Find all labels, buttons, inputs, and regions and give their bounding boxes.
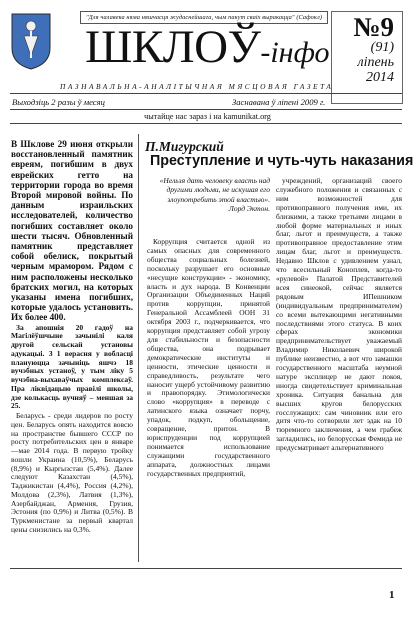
article-col1-text: Коррупция считается одной из самых опасных для современного общества социальных болезней, поскольку разрушает его основные «несущие конструкции» - экономику, власть и дух народа. В Конвенции Организации Объединенных Наций против коррупции, принятой Генеральной Ассамблеей ООН 31 октября 2003 г., подчеркивается, что коррупция представляет собой угрозу для стабильности и безопасности общества, она подрывает демократические институты и ценности, этические ценности и справедливость, результате чего наносит ущерб устойчивому развитию и правопорядку. Этимологически слово «коррупция» в переводе с латинского языка означает порчу, упадок, подкуп, обольщение, совращение, притон. В юриспруденции под коррупцией понимается использование служащими государственного аппарата, должностных лицами государственных предприятий, xyxy=(147,238,270,478)
left-lead-paragraph: В Шклове 29 июня открыли восстановленный памятник евреям, погибшим в двух еврейских гетто на территории города во время Второй мировой войны. По данным израильских исследователей, количество погибших составляет около шести тысяч. Обновленный памятник представляет собой обелиск, покрытый черным мрамором. Рядом с ним расположены несколько братских могил, на которых указаны имена погибших, которые удалось установить. Их более 400. xyxy=(11,139,133,323)
article-column-1 xyxy=(147,238,270,558)
read-online-link[interactable]: чытайце нас зараз і на kamunikat.org xyxy=(144,112,271,121)
issue-year: 2014 xyxy=(366,70,394,86)
frequency-text: Выходзіць 2 разы ў месяц xyxy=(12,97,105,107)
page-number: 1 xyxy=(389,589,395,601)
logo-main: ШКЛОЎ xyxy=(85,21,261,73)
article-headline: Преступление и чуть-чуть наказания xyxy=(150,153,414,169)
bottom-divider xyxy=(10,568,402,569)
article-col2-text: учреждений, организаций своего служебного положения и связанных с ним возможностей для противоправного получения ими, их близкими, а также третьими лицами в любой форме материальных и иных благ, льгот и преимуществ, а также противоправное предоставление этим лицам благ, льгот и преимуществ. Недавно Шклов с удивлением узнал, что всесильный Коноплев, когда-то «рулевой» Палатой Представителей всея синеокой, сейчас является рядовым ИПешником (индивидуальным предпринимателем) со всеми вытекающими негативными последствиями этого статуса. В коих сферах экономики предпринимательствует уважаемый Владимир Николаевич широкой публике неизвестно, а вот что замашки государственного масштаба неумной натуре эксплицер не дают покоя, иногда свидетельствует криминальная хроника. Ситуация банальна для высших кругов белорусских госслужащих: сам чиновник или его дитя что-то сотворили лет эдак на 10 тюремного заключения, а чем грабеж загладились, но белорусская Фемида не предусматривает альтернативного xyxy=(276,177,402,453)
newspaper-logo xyxy=(85,21,330,73)
info-bar xyxy=(0,95,415,109)
founded-text: Заснавана ў ліпені 2009 г. xyxy=(232,97,326,107)
article-epigraph: «Нельзя дать человеку власть над другими людьми, не искушая его злоупотребить этой властью». Лорд Эктон. xyxy=(159,176,270,213)
left-paragraph-3: Беларусь - среди лидеров по росту цен. Беларусь опять находится вовсю на пространстве бывшего СССР по росту потребительских цен в январе—мае 2014 года. В первую тройку вошли Украина (10,5%), Беларусь (8,9%) и Кыргызстан (5,4%). Далее следуют Казахстан (4,5%), Таджикистан (4,4%), Россия (4,2%), Молдова (2,3%), Латвия (1,3%), Азербайджан, Армения, Грузия, Эстония (по 0,9%) и Литва (0,5%). В Туркменистане за первый квартал цены снизились на 0,3%. xyxy=(11,411,133,534)
left-news-column xyxy=(11,139,133,559)
divider xyxy=(10,93,402,94)
logo-sub: -інфо xyxy=(260,36,330,69)
column-divider xyxy=(138,134,139,562)
issue-number: №9 xyxy=(353,12,394,42)
divider xyxy=(10,123,402,124)
article-author: П.Мигурский xyxy=(145,139,224,154)
issue-total: (91) xyxy=(370,40,394,55)
divider xyxy=(10,109,402,110)
issue-box xyxy=(331,11,403,104)
masthead-motto: "Для чалавека няма няшчасця жудаснейшага, чым пакут сваіх выракацца" (Сафокл) xyxy=(80,11,328,24)
tagline: ПАЗНАВАЛЬНА-АНАЛІТЫЧНАЯ МЯСЦОВАЯ ГАЗЕТА xyxy=(60,82,334,91)
issue-month: ліпень xyxy=(357,54,394,70)
coat-of-arms-icon xyxy=(10,12,52,70)
left-paragraph-2: За апошнія 20 гадоў на Магілёўшчыне зачынілі каля другой сельскай установы адукацыі. З 1 верасня у вобласці плануюцца зачыніць яшчэ 18 вучэбных устаноў, у тым ліку 5 вучэбна-выхаваўчых комплексаў. Пра ліквідацыю правілі школы, дзе колькасць вучняў – меншая за 25. xyxy=(11,322,133,411)
article-column-2 xyxy=(276,177,402,559)
